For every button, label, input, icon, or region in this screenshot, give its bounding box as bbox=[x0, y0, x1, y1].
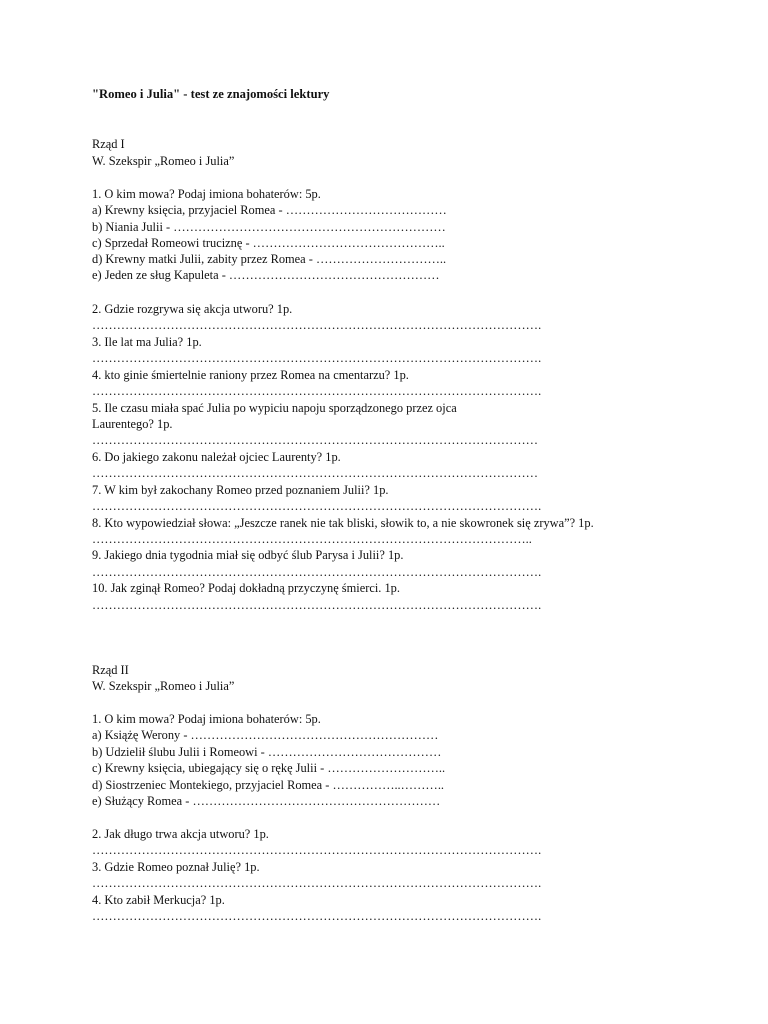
question-1a: a) Krewny księcia, przyjaciel Romea - ………………………………… bbox=[92, 203, 447, 217]
page-title: "Romeo i Julia" - test ze znajomości lektury bbox=[92, 87, 330, 101]
question-1c: c) Krewny księcia, ubiegający się o rękę Julii - ……………………….. bbox=[92, 761, 446, 775]
question-1a: a) Książę Werony - …………………………………………………… bbox=[92, 728, 439, 742]
section-heading: Rząd II bbox=[92, 663, 129, 677]
question-4: 4. kto ginie śmiertelnie raniony przez Romea na cmentarzu? 1p. bbox=[92, 368, 409, 382]
answer-line-3: ………………………………………………………………………………………………. bbox=[92, 876, 542, 890]
question-7: 7. W kim był zakochany Romeo przed poznaniem Julii? 1p. bbox=[92, 483, 389, 497]
answer-line-8: …………………………………………………………………………………………….. bbox=[92, 532, 532, 546]
question-5-cont: Laurentego? 1p. bbox=[92, 417, 173, 431]
answer-line-9: ………………………………………………………………………………………………. bbox=[92, 565, 542, 579]
question-8: 8. Kto wypowiedział słowa: „Jeszcze ranek nie tak bliski, słowik to, a nie skowronek się zrywa”? 1p. bbox=[92, 516, 594, 530]
answer-line-10: ………………………………………………………………………………………………. bbox=[92, 598, 542, 612]
answer-line-7: ………………………………………………………………………………………………. bbox=[92, 499, 542, 513]
answer-line-2: ………………………………………………………………………………………………. bbox=[92, 843, 542, 857]
answer-line-6: ……………………………………………………………………………………………… bbox=[92, 466, 539, 480]
question-9: 9. Jakiego dnia tygodnia miał się odbyć ślub Parysa i Julii? 1p. bbox=[92, 548, 404, 562]
answer-line-2: ………………………………………………………………………………………………. bbox=[92, 318, 542, 332]
question-3: 3. Gdzie Romeo poznał Julię? 1p. bbox=[92, 860, 260, 874]
author-line: W. Szekspir „Romeo i Julia” bbox=[92, 679, 235, 693]
question-1: 1. O kim mowa? Podaj imiona bohaterów: 5p. bbox=[92, 712, 321, 726]
question-4: 4. Kto zabił Merkucja? 1p. bbox=[92, 893, 225, 907]
question-1c: c) Sprzedał Romeowi truciznę - ……………………………………….. bbox=[92, 236, 445, 250]
question-3: 3. Ile lat ma Julia? 1p. bbox=[92, 335, 202, 349]
answer-line-5: ……………………………………………………………………………………………… bbox=[92, 433, 539, 447]
question-6: 6. Do jakiego zakonu należał ojciec Laurenty? 1p. bbox=[92, 450, 341, 464]
answer-line-4: ………………………………………………………………………………………………. bbox=[92, 909, 542, 923]
section-heading: Rząd I bbox=[92, 137, 125, 151]
answer-line-3: ………………………………………………………………………………………………. bbox=[92, 351, 542, 365]
question-1e: e) Służący Romea - …………………………………………………… bbox=[92, 794, 441, 808]
question-2: 2. Gdzie rozgrywa się akcja utworu? 1p. bbox=[92, 302, 293, 316]
question-2: 2. Jak długo trwa akcja utworu? 1p. bbox=[92, 827, 269, 841]
question-1e: e) Jeden ze sług Kapuleta - …………………………………………… bbox=[92, 268, 440, 282]
question-1b: b) Niania Julii - ………………………………………………………… bbox=[92, 220, 446, 234]
question-1d: d) Siostrzeniec Montekiego, przyjaciel Romea - ……………..……….. bbox=[92, 778, 445, 792]
question-1d: d) Krewny matki Julii, zabity przez Romea - ………………………….. bbox=[92, 252, 447, 266]
question-5: 5. Ile czasu miała spać Julia po wypiciu napoju sporządzonego przez ojca bbox=[92, 401, 457, 415]
author-line: W. Szekspir „Romeo i Julia” bbox=[92, 154, 235, 168]
question-1: 1. O kim mowa? Podaj imiona bohaterów: 5p. bbox=[92, 187, 321, 201]
question-1b: b) Udzielił ślubu Julii i Romeowi - …………………………………… bbox=[92, 745, 442, 759]
question-10: 10. Jak zginął Romeo? Podaj dokładną przyczynę śmierci. 1p. bbox=[92, 581, 400, 595]
answer-line-4: ………………………………………………………………………………………………. bbox=[92, 384, 542, 398]
